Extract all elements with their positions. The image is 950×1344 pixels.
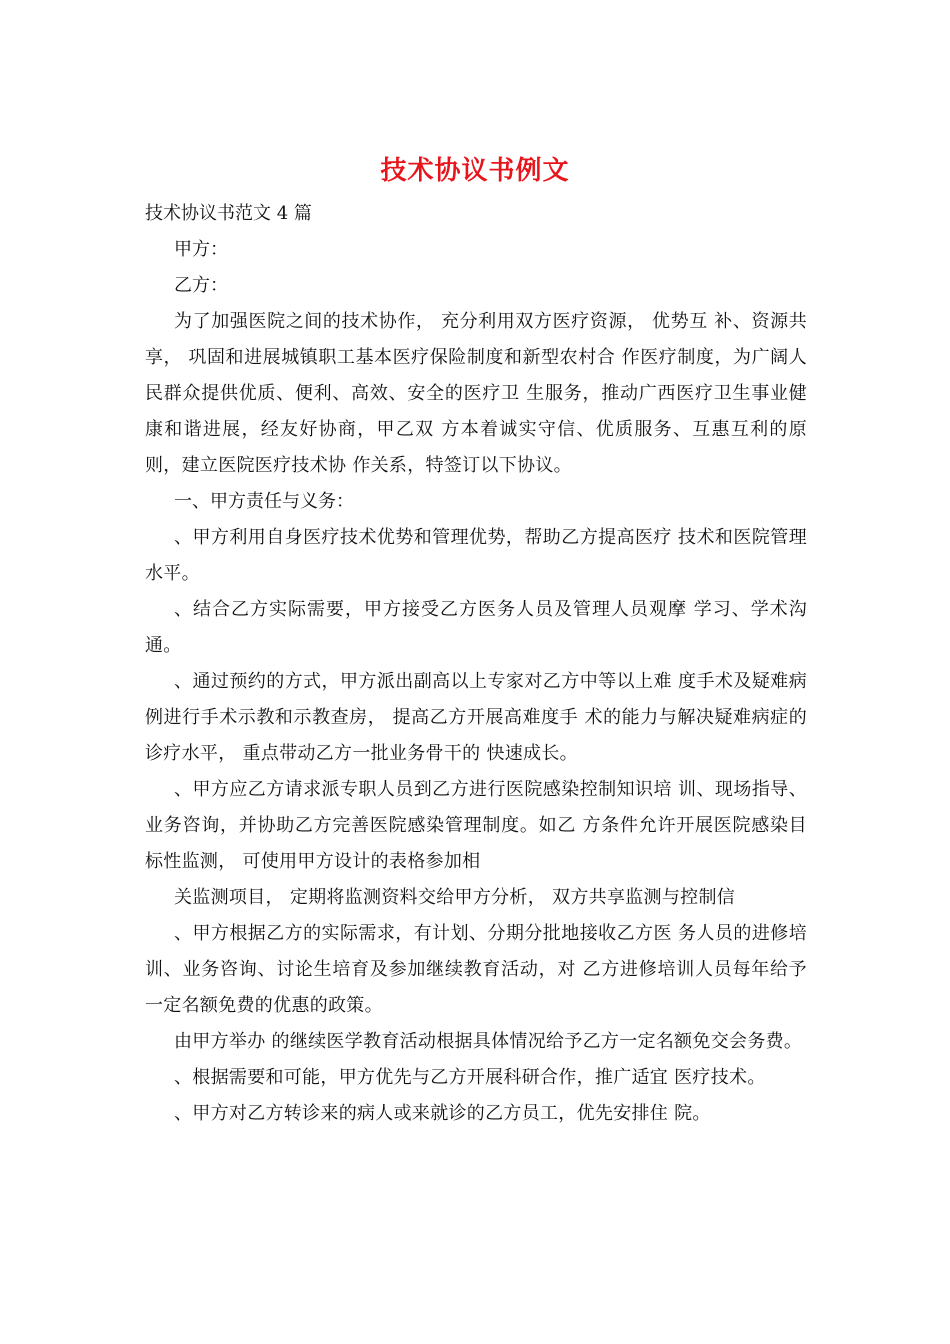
party-a-label: 甲方： bbox=[174, 239, 228, 260]
section-heading: 一、甲方责任与义务： bbox=[174, 491, 354, 512]
clause-paragraph: 、甲方应乙方请求派专职人员到乙方进行医院感染控制知识培 训、现场指导、业务咨询，并协助乙方完善医院感染管理制度。如乙 方条件允许开展医院感染目标性监测， 可使用甲方设计的表格参加相 bbox=[145, 779, 807, 872]
document-body bbox=[145, 196, 807, 1132]
clause-paragraph: 关监测项目， 定期将监测资料交给甲方分析， 双方共享监测与控制信 bbox=[174, 887, 736, 908]
clause-paragraph: 、甲方利用自身医疗技术优势和管理优势，帮助乙方提高医疗 技术和医院管理水平。 bbox=[145, 527, 807, 584]
clause-paragraph: 、根据需要和可能，甲方优先与乙方开展科研合作，推广适宜 医疗技术。 bbox=[174, 1067, 766, 1088]
clause-paragraph: 、甲方根据乙方的实际需求，有计划、分期分批地接收乙方医 务人员的进修培训、业务咨询、讨论生培育及参加继续教育活动，对 乙方进修培训人员每年给予一定名额免费的优惠的政策。 bbox=[145, 923, 807, 1016]
clause-paragraph: 由甲方举办 的继续医学教育活动根据具体情况给予乙方一定名额免交会务费。 bbox=[174, 1031, 803, 1052]
intro-paragraph: 为了加强医院之间的技术协作， 充分利用双方医疗资源， 优势互 补、资源共享， 巩固和进展城镇职工基本医疗保险制度和新型农村合 作医疗制度，为广阔人民群众提供优质、便利、高效、安全的医疗卫 生服务，推动广西医疗卫生事业健康和谐进展，经友好协商，甲乙双 方本着诚实守信、优质服务、互惠互利的原则，建立医院医疗技术协 作关系，特签订以下协议。 bbox=[145, 311, 807, 476]
clause-paragraph: 、甲方对乙方转诊来的病人或来就诊的乙方员工，优先安排住 院。 bbox=[174, 1103, 711, 1124]
party-b-label: 乙方： bbox=[174, 275, 228, 296]
document-subtitle: 技术协议书范文 4 篇 bbox=[145, 203, 312, 224]
clause-paragraph: 、通过预约的方式，甲方派出副高以上专家对乙方中等以上难 度手术及疑难病例进行手术示教和示教查房， 提高乙方开展高难度手 术的能力与解决疑难病症的诊疗水平， 重点带动乙方一批业务骨干的 快速成长。 bbox=[145, 671, 807, 764]
document-title: 技术协议书例文 bbox=[380, 156, 570, 186]
clause-paragraph: 、结合乙方实际需要，甲方接受乙方医务人员及管理人员观摩 学习、学术沟通。 bbox=[145, 599, 807, 656]
